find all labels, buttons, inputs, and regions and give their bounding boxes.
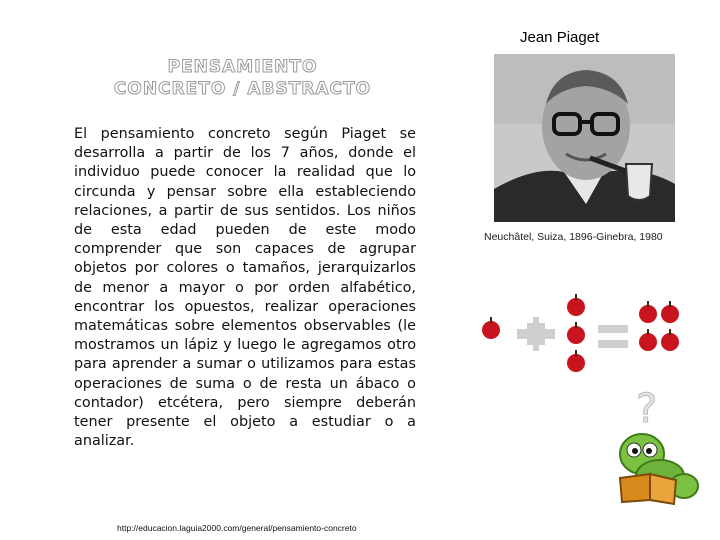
apple-addition-illustration	[470, 290, 700, 385]
apple-icon	[639, 301, 679, 351]
slide-title-line1: PENSAMIENTO	[167, 57, 318, 77]
slide-title-line2: CONCRETO / ABSTRACTO	[113, 79, 372, 99]
slide-title	[110, 56, 375, 100]
apple-icon	[567, 294, 585, 372]
portrait-credit: Neuchâtel, Suiza, 1896-Ginebra, 1980	[484, 231, 663, 243]
apple-icon	[482, 317, 500, 339]
equals-icon	[598, 325, 628, 348]
worm-reading-icon	[602, 382, 712, 512]
portrait-caption: Jean Piaget	[520, 29, 600, 46]
source-url: http://educacion.laguia2000.com/general/pensamiento-concreto	[117, 523, 357, 533]
portrait-photo	[494, 54, 675, 222]
question-mark: ?	[636, 386, 658, 432]
body-paragraph: El pensamiento concreto según Piaget se desarrolla a partir de los 7 años, donde el individuo puede conocer la realidad que lo circunda y pensar sobre ella estableciendo relaciones, a partir de sus sentidos. Los niños de esta edad pueden de este modo comprender que son capaces de agrupar objetos por colores o tamaños, jerarquizarlos de menor a mayor o por orden alfabético, encontrar los opuestos, realizar operaciones matemáticas sobre elementos observables (le mostramos un lápiz y luego le agregamos otro para aprender a sumar o utilizamos para estas operaciones de suma o de resta un ábaco o contador) etcétera, pero siempre deberán tener presente el objeto a estudiar o a analizar.	[74, 126, 416, 450]
plus-icon	[517, 317, 555, 351]
